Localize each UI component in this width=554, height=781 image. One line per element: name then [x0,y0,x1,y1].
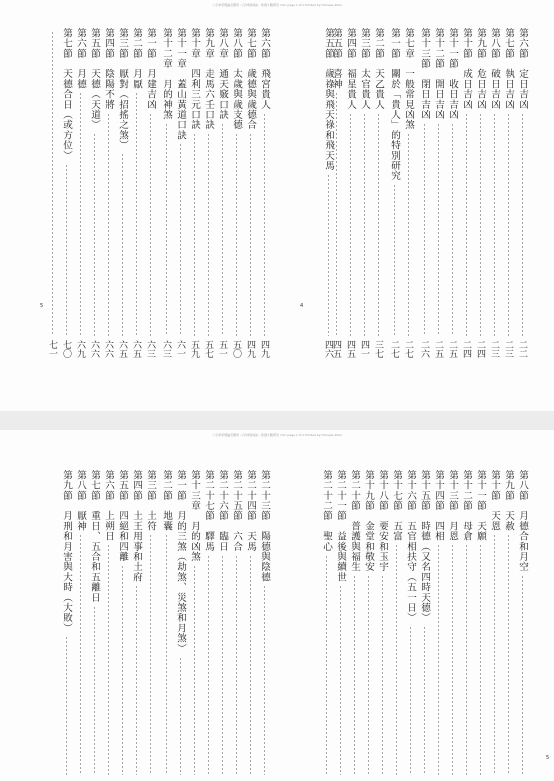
leader-dots [222,123,223,336]
toc-page-ref: 二七 [403,340,413,358]
toc-entry: 第九節 月刑和月害與大時（大敗） [61,470,72,634]
toc-entry: 第十一節 天願 [475,470,486,542]
page-number-right: 4 [300,303,304,309]
toc-entry: 第十章 四利三元口訣 [189,28,200,130]
toc-entry: 第八節 太歲與歲支德 [231,28,242,130]
toc-entry: 第十二章 月的神煞 [161,28,172,120]
toc-entry: 第十一章 蓋山黃道口訣 [175,28,186,141]
leader-dots [452,544,453,775]
leader-dots [122,565,123,775]
page-header-text: 八字命學理論及應用 八字神煞真訣 - 紫微斗數研究 chm page x of x Printed by Chinese 202x [212,3,342,7]
leader-dots [208,555,209,775]
toc-entry: 第十三節 月恩 [447,470,458,542]
toc-page-ref: 二四 [461,340,471,358]
leader-dots [208,133,209,336]
leader-dots [340,585,341,775]
leader-dots [364,113,365,336]
toc-entry: 第十三節 閉日吉凶 [419,28,430,120]
leader-dots [52,31,53,336]
toc-page-lower [0,430,554,781]
page-header-text: 八字命學理論及應用 八字神煞真訣 - 紫微斗數研究 chm page x of x Printed by Chinese 202x [212,433,342,437]
page-number-bottom: 5 [546,755,550,761]
leader-dots [354,575,355,775]
toc-page-ref: 七〇 [61,340,71,358]
toc-page-ref: 六六 [89,340,99,358]
toc-page-ref: 六三 [145,340,155,358]
leader-dots [236,555,237,775]
toc-entry: 第七章 一般常見凶煞 [403,28,414,130]
toc-page-ref: 二六 [419,340,429,358]
toc-page-ref: 六一 [175,340,185,358]
toc-entry: 第五節 天德（天道） [89,28,100,130]
toc-page-ref: 六五 [131,340,141,358]
leader-dots [80,92,81,336]
toc-page-ref: 三七 [373,340,383,358]
leader-dots [136,585,137,775]
toc-page-ref: 四九 [259,340,269,358]
toc-page-ref: 二五 [433,340,443,358]
leader-dots [522,113,523,336]
leader-dots [150,534,151,775]
leader-dots [466,544,467,775]
toc-entry: 第八節 破日吉凶 [489,28,500,110]
leader-dots [94,133,95,336]
toc-page-ref: 五九 [189,340,199,358]
leader-dots [236,133,237,336]
toc-entry: 第十一節 收日吉凶 [447,28,458,120]
toc-page-ref: 六三 [161,340,171,358]
toc-entry: 第九節 天赦 [503,470,514,532]
toc-entry: 第二十節 普護與福生 [349,470,360,572]
toc-entry: 第一節 月建吉凶 [145,28,156,110]
toc-entry: 第二節 地囊 [161,470,172,532]
leader-dots [326,555,327,775]
leader-dots [438,123,439,336]
toc-page-ref: 七一 [47,340,57,358]
leader-dots [480,113,481,336]
leader-dots [408,133,409,336]
leader-dots [382,575,383,775]
toc-entry: 第三節 太官貴人 [359,28,370,110]
leader-dots [350,113,351,336]
leader-dots [494,113,495,336]
toc-page-ref: 四五 [331,340,341,358]
leader-dots [166,534,167,775]
leader-dots [424,626,425,775]
toc-entry: 第五節 四絕和四離 [117,470,128,562]
leader-dots [108,544,109,775]
leader-dots [264,585,265,775]
toc-page-ref: 二三 [489,340,499,358]
toc-entry: 第七節 天德合日（或方位） [61,28,72,161]
leader-dots [136,92,137,336]
toc-page-ref: 四一 [359,340,369,358]
leader-dots [368,575,369,775]
leader-dots [150,113,151,336]
toc-entry: 第七節 重日、五合和五離日 [89,470,100,603]
toc-entry: 第七節 歲德與歲德合 [245,28,256,130]
leader-dots [80,534,81,775]
toc-page-ref: 二五 [447,340,457,358]
leader-dots [250,133,251,336]
toc-page-ref: 四五 [345,340,355,358]
leader-dots [394,184,395,336]
leader-dots [94,606,95,775]
leader-dots [250,555,251,775]
leader-dots [480,544,481,775]
leader-dots [66,636,67,775]
leader-dots [494,534,495,775]
toc-page-ref: 四六 [323,340,333,358]
page-gap [0,411,554,430]
toc-page-ref: 二二 [517,340,527,358]
toc-entry: 第二十七節 驛馬 [203,470,214,552]
toc-entry: 第五節 歲祿與飛天祿和飛天馬 [323,28,334,171]
toc-entry: 第十九節 金堂和敬安 [363,470,374,572]
toc-entry: 第九節 危日吉凶 [475,28,486,110]
toc-entry: 第十二節 開日吉凶 [433,28,444,120]
toc-entry: 第六節 月德 [75,28,86,90]
page-number-left: 5 [40,303,44,309]
toc-entry: 第六節 上朔日 [103,470,114,542]
toc-entry: 第八節 厭神 [75,470,86,532]
toc-entry: 第十四節 四相 [433,470,444,542]
toc-entry: 第六節 飛宮貴人 [259,28,270,110]
toc-entry: 第一節 月的三煞（劫煞、災煞和月煞） [175,470,186,654]
leader-dots [466,113,467,336]
leader-dots [264,113,265,336]
toc-entry: 第四節 福星貴人 [345,28,356,110]
toc-entry: 第四節 土王用事和土府 [131,470,142,583]
toc-entry: 第一節 關於「貴人」的特別研究 [389,28,400,181]
toc-page-ref: 二三 [503,340,513,358]
leader-dots [180,143,181,336]
toc-entry: 第二十二節 聖心 [321,470,332,552]
leader-dots [66,164,67,336]
toc-entry: 第二十五節 六合 [231,470,242,552]
leader-dots [522,575,523,775]
toc-entry: 第二十六節 臨日 [217,470,228,552]
toc-entry: 第十節 天恩 [489,470,500,532]
toc-entry: 第十節 成日吉凶 [461,28,472,110]
leader-dots [424,123,425,336]
leader-dots [508,534,509,775]
leader-dots [396,544,397,775]
toc-page-ref: 六六 [103,340,113,358]
toc-entry: 第九章 走馬六壬口訣 [203,28,214,130]
toc-entry: 第四節 陰陽不將 [103,28,114,110]
toc-entry: 第十七節 五富 [391,470,402,542]
leader-dots [336,92,337,336]
toc-entry: 第十五節 時德（又名四時天德） [419,470,430,623]
leader-dots [328,174,329,336]
toc-page-ref: 六五 [117,340,127,358]
toc-entry: 第五節 喜神 [331,28,342,90]
toc-entry: 第十六節 五官相扶守（五一日） [405,470,416,623]
toc-page-ref: 五〇 [231,340,241,358]
leader-dots [180,657,181,775]
toc-entry: 第二十三節 陽德與陰德 [259,470,270,583]
toc-entry: 第七節 執日吉凶 [503,28,514,110]
leader-dots [222,555,223,775]
toc-entry: 第三節 土符 [145,470,156,532]
toc-page-ref: 五七 [203,340,213,358]
leader-dots [108,113,109,336]
toc-entry: 第二十一節 益後與續世 [335,470,346,583]
toc-entry: 第十八節 要安和玉宇 [377,470,388,572]
toc-entry: 第二節 天乙貴人 [373,28,384,110]
leader-dots [166,123,167,336]
toc-page-ref: 五一 [217,340,227,358]
leader-dots [438,544,439,775]
toc-page-ref: 二四 [475,340,485,358]
leader-dots [194,133,195,336]
leader-dots [378,113,379,336]
toc-entry: 第六節 定日吉凶 [517,28,528,110]
toc-page-ref: 六九 [75,340,85,358]
toc-page-ref: 四九 [245,340,255,358]
leader-dots [122,153,123,336]
toc-entry: 第三節 厭對（招搖之煞） [117,28,128,151]
toc-entry: 第二節 月厭 [131,28,142,90]
toc-entry: 第十三章 月的凶煞 [189,470,200,562]
leader-dots [410,626,411,775]
toc-entry: 第八章 通天竅口訣 [217,28,228,120]
toc-entry: 第八節 月德合和月空 [517,470,528,572]
leader-dots [508,113,509,336]
leader-dots [452,123,453,336]
toc-entry: 第二十四節 天馬 [245,470,256,552]
toc-page-ref: 二七 [389,340,399,358]
toc-entry: 第十二節 母倉 [461,470,472,542]
leader-dots [194,565,195,775]
